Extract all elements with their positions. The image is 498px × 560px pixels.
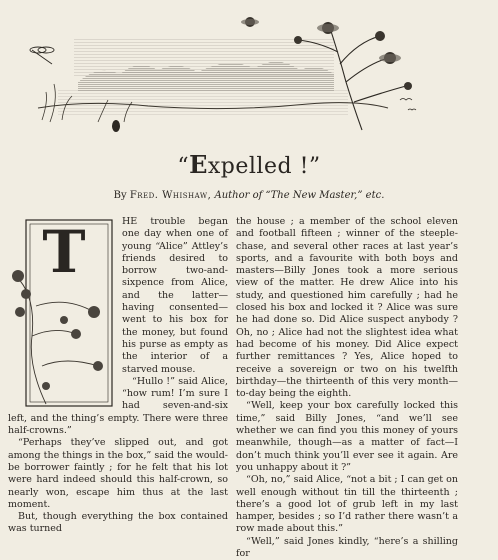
byline-work: “The New Master,” [265,190,363,201]
right-paragraph-2: “Well, keep your box carefully locked this time,” said Billy Jones, “and we’ll see whether we can find you this money of yours meanwhile, though—as a matter of fact—I don’t much think you’ll ever see it again. Are you unhappy about it ?” [236,400,458,473]
byline-etc: etc. [365,190,385,201]
right-paragraph-3: “Oh, no,” said Alice, “not a bit ; I can get on well enough without tin till the thirteenth ; there’s a good lot of grub left in my last hamper, besides ; so I’d rather there wasn’t a row made about this.” [236,474,458,535]
title-rest: xpelled !” [207,154,321,179]
left-column [8,216,228,536]
left-paragraph-1: HE trouble began one day when one of young “Alice” Attley’s friends desired to borrow two-and-sixpence from Alice, and the latter—having consented—went to his box for the money, but found his purse as empty as the interior of a starved mouse. [122,216,228,375]
byline [0,190,498,202]
header-illustration [28,12,438,138]
byline-by: By [113,190,127,201]
right-paragraph-1: the house ; a member of the school eleven and football fifteen ; winner of the steeple-chase, and several other races at last year’s sports, and a favourite with both boys and masters—Billy Jones took a more serious view of the matter. He drew Alice into his study, and questioned him carefully ; had he closed his box and locked it ? Alice was sure he had done so. Did Alice suspect anybody ? Oh, no ; Alice had not the slightest idea what had become of his money. Did Alice expect further remittances ? Yes, Alice hoped to receive a sovereign or two on his twelfth birthday—the thirteenth of this very month—to-day being the eighth. [236,216,458,400]
left-paragraph-3: “Perhaps they’ve slipped out, and got among the things in the box,” said the would-be borrower faintly ; for he felt that his lot were hard indeed should this half-crown, so nearly won, escape him thus at the last moment. [8,437,228,510]
right-column [236,216,458,560]
title-open-quote: “ [177,154,190,179]
left-paragraph-4: But, though everything the box contained was turned [8,511,228,535]
article-title [0,152,498,180]
left-paragraph-2: “Hullo !” said Alice, “how rum! I’m sure I had seven-and-six left, and the thing’s empty. There were three half-crowns.” [8,375,228,437]
drop-cap-illustration [6,216,116,412]
drop-cap-letter: T [42,218,86,286]
right-paragraph-4: “Well,” said Jones kindly, “here’s a shilling for [236,535,458,560]
title-initial: E [189,150,208,179]
byline-author: Fred. Whishaw, [129,190,212,201]
byline-author-of: Author of [214,190,263,201]
